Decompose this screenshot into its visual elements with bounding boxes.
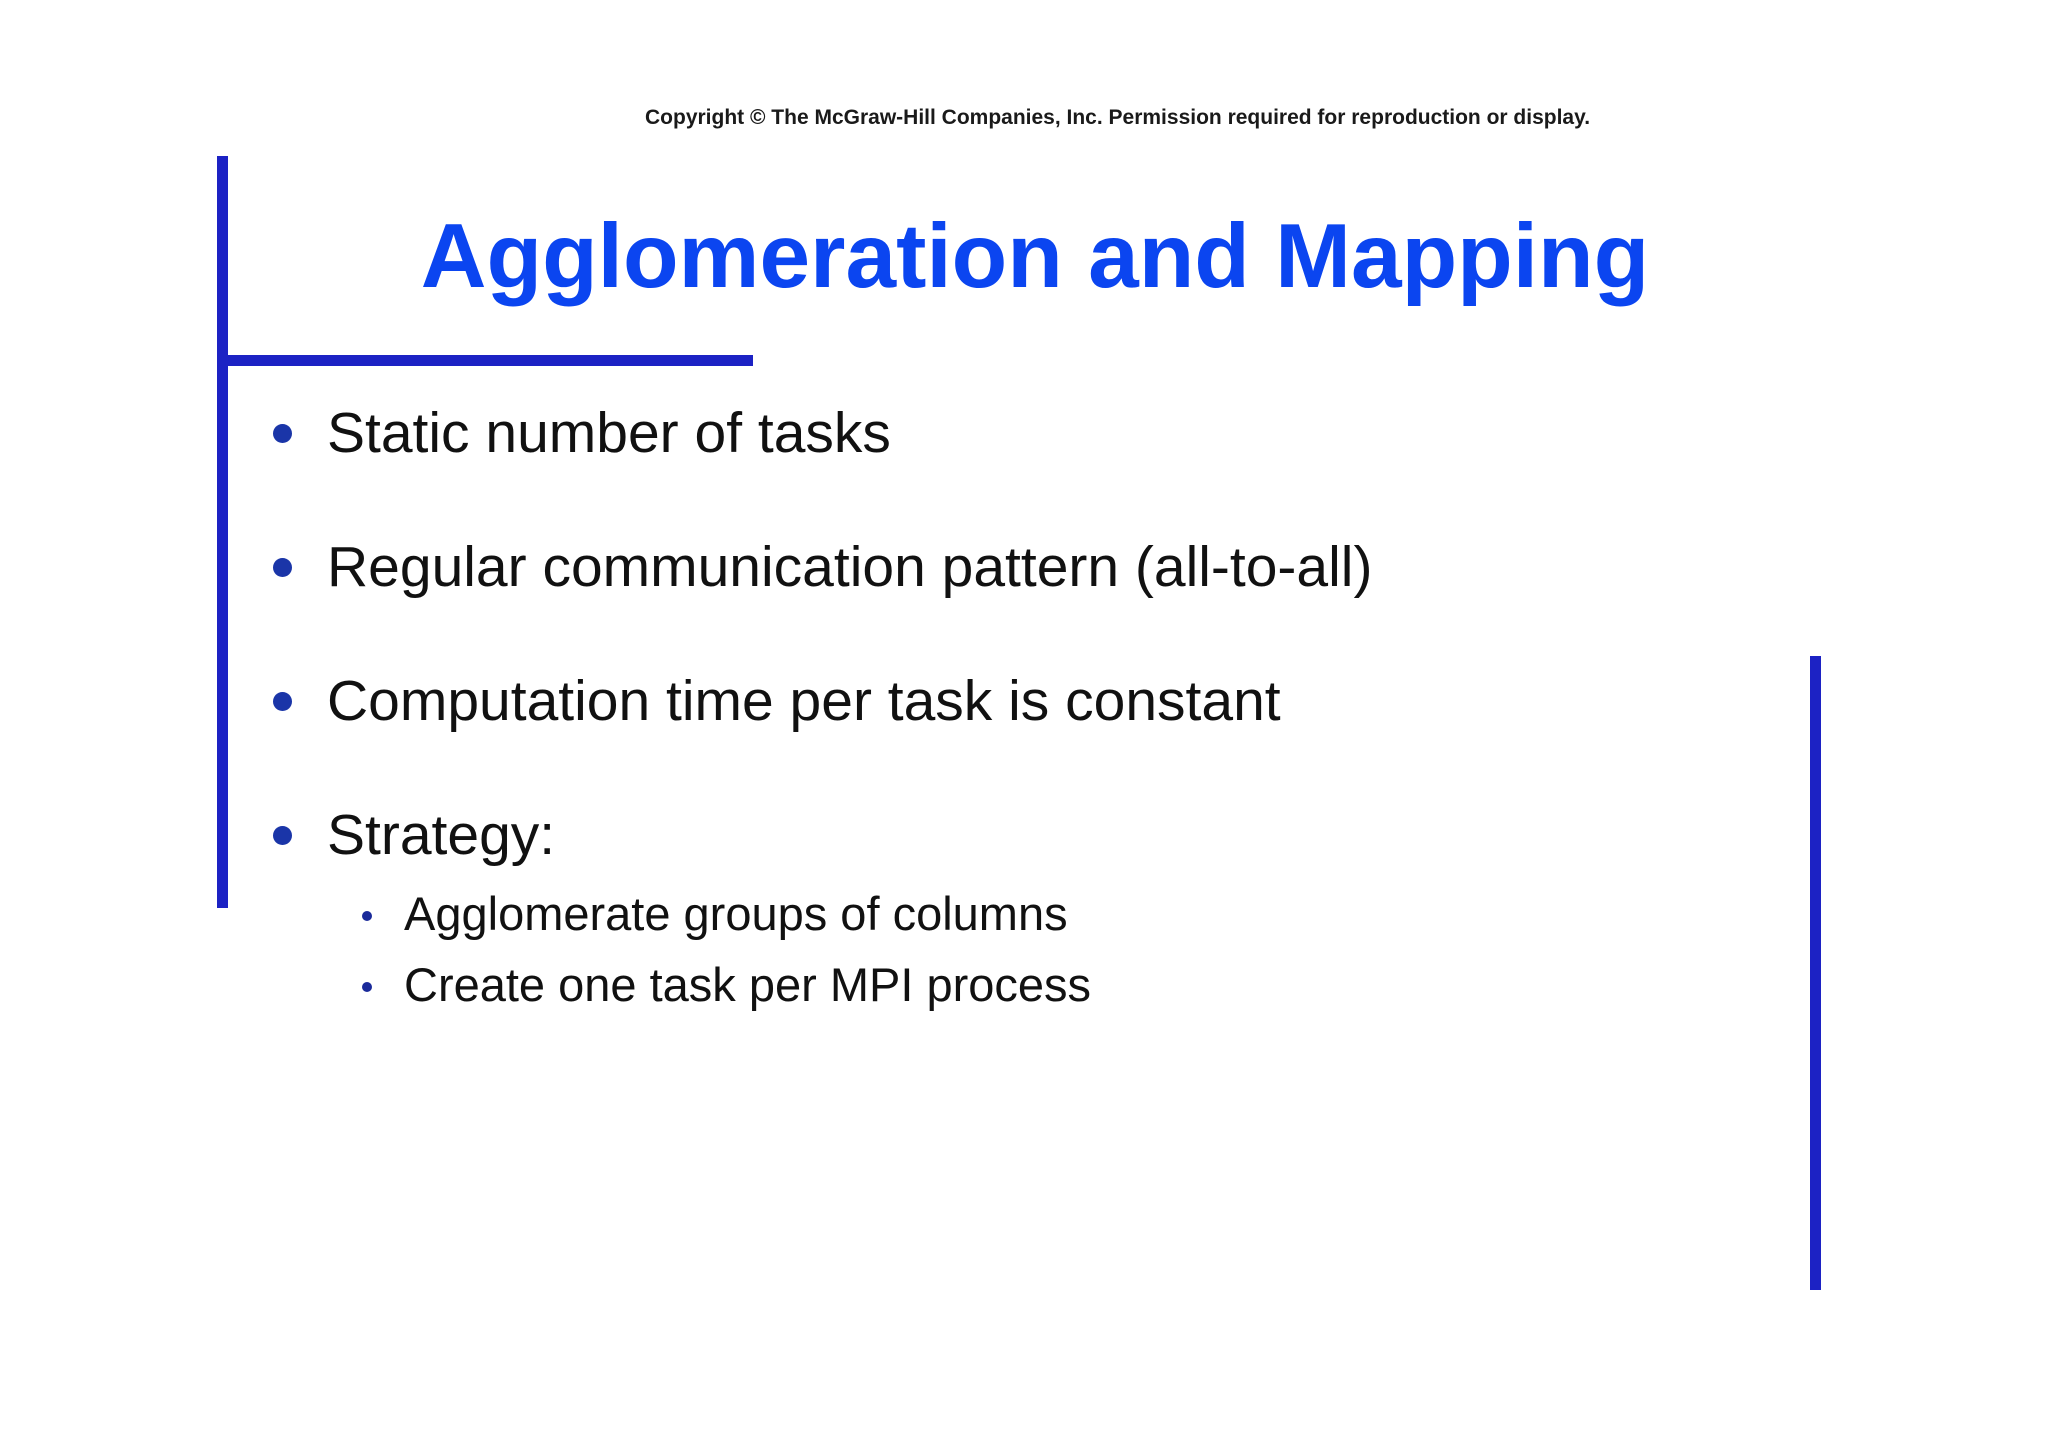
sub-bullet-dot-icon <box>362 911 372 921</box>
bullet-dot-icon <box>273 558 292 577</box>
bullet-text: Static number of tasks <box>327 401 891 465</box>
bullet-text: Regular communication pattern (all-to-all) <box>327 535 1373 599</box>
copyright-notice: Copyright © The McGraw-Hill Companies, Inc. Permission required for reproduction or display. <box>645 106 1591 129</box>
bullet-text: Computation time per task is constant <box>327 669 1281 733</box>
bullet-dot-icon <box>273 692 292 711</box>
bullet-text: Strategy: <box>327 803 556 867</box>
title-underline-accent-bar <box>217 355 753 366</box>
sub-bullet-text: Agglomerate groups of columns <box>404 887 1068 940</box>
right-vertical-accent-bar <box>1810 656 1821 1290</box>
slide-title: Agglomeration and Mapping <box>420 206 1650 307</box>
sub-bullet-text: Create one task per MPI process <box>404 958 1092 1011</box>
bullet-dot-icon <box>273 424 292 443</box>
sub-bullet-dot-icon <box>362 982 372 992</box>
bullet-dot-icon <box>273 826 292 845</box>
